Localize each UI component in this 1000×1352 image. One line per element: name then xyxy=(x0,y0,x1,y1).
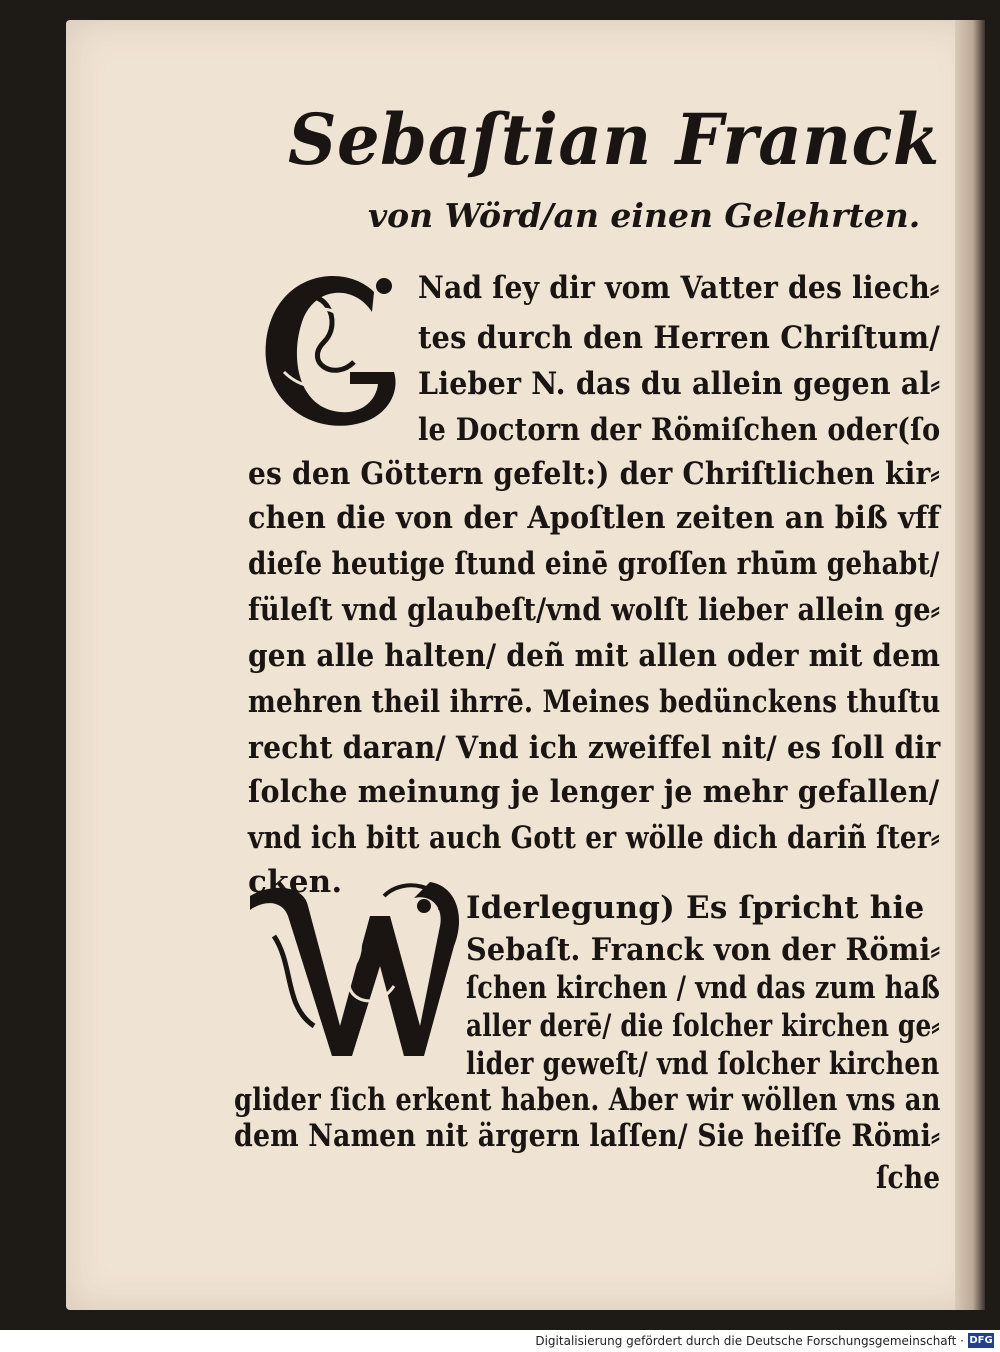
text-line: Sebaſt. Franck von der Römi⸗ xyxy=(466,932,941,968)
text-line: Nad ſey dir vom Vatter des liech⸗ xyxy=(418,270,940,306)
text-line: dieſe heutige ſtund einē groſſen rhūm gehabt/ xyxy=(248,546,940,582)
text-line: glider ſich erkent haben. Aber wir wöllen vns an xyxy=(234,1082,941,1118)
text-line: ſchen kirchen / vnd das zum haß xyxy=(466,970,940,1006)
text-line: füleſt vnd glaubeſt/vnd wolſt lieber allein ge⸗ xyxy=(248,592,941,628)
text-line: Iderlegung) Es ſpricht hie xyxy=(466,890,925,926)
text-line: dem Namen nit ärgern laſſen/ Sie heiſſe Römi⸗ xyxy=(234,1118,941,1154)
text-line: cken. xyxy=(248,864,343,900)
catchword: ſche xyxy=(876,1160,941,1196)
decorative-initial-g xyxy=(254,262,410,434)
page-subtitle: von Wörd/an einen Gelehrten. xyxy=(368,196,921,235)
text-line: mehren theil ihrrē. Meines bedünckens thuſtu xyxy=(248,684,941,720)
text-line: ſolche meinung je lenger je mehr gefallen/ xyxy=(248,774,940,810)
text-line: tes durch den Herren Chriſtum/ xyxy=(418,320,941,356)
text-line: aller derē/ die ſolcher kirchen ge⸗ xyxy=(466,1008,940,1044)
text-line: vnd ich bitt auch Gott er wölle dich dariñ ſter⸗ xyxy=(248,820,940,856)
text-line: es den Göttern gefelt:) der Chriſtlichen kir⸗ xyxy=(248,456,940,492)
text-line: lider geweſt/ vnd ſolcher kirchen xyxy=(466,1046,940,1082)
dfg-logo: DFG xyxy=(969,1335,993,1346)
text-line: Lieber N. das du allein gegen al⸗ xyxy=(418,366,941,402)
text-line: le Doctorn der Römiſchen oder(ſo xyxy=(418,412,941,448)
text-line: gen alle halten/ deñ mit allen oder mit dem xyxy=(248,638,941,674)
page-title: Sebaſtian Franck xyxy=(288,98,940,181)
text-line: chen die von der Apoſtlen zeiten an biß vff xyxy=(248,500,940,536)
decorative-initial-w xyxy=(244,876,464,1062)
footer-credit: Digitalisierung gefördert durch die Deutsche Forschungsgemeinschaft · xyxy=(535,1334,964,1348)
text-line: recht daran/ Vnd ich zweiffel nit/ es ſoll dir xyxy=(248,730,941,766)
page-edge xyxy=(955,20,985,1310)
footer-bar xyxy=(0,1330,1000,1352)
